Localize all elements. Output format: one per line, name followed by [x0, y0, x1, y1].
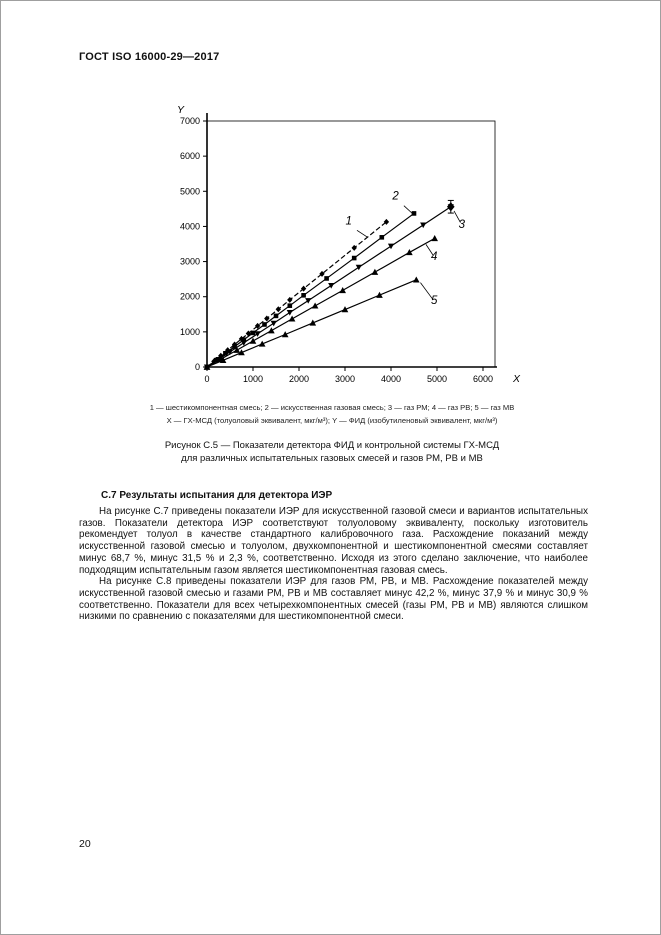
svg-text:6000: 6000	[179, 151, 200, 162]
svg-text:2000: 2000	[179, 291, 200, 302]
svg-text:0: 0	[204, 374, 210, 384]
svg-text:5000: 5000	[179, 186, 200, 197]
svg-text:4000: 4000	[380, 374, 402, 384]
svg-text:6000: 6000	[472, 374, 494, 384]
figure-axes-note: X — ГХ-МСД (толуоловый эквивалент, мкг/м³); Y — ФИД (изобутиленовый эквивалент, мкг/м³)	[166, 416, 498, 425]
figure-legend: 1 — шестикомпонентная смесь; 2 — искусственная газовая смесь; 3 — газ РМ; 4 — газ РВ; 5 — газ МВ	[149, 403, 515, 412]
svg-text:5000: 5000	[426, 374, 448, 384]
svg-text:2: 2	[392, 190, 399, 203]
svg-text:5: 5	[431, 295, 438, 308]
svg-text:4000: 4000	[179, 221, 200, 232]
svg-text:Y: Y	[177, 104, 185, 116]
svg-text:1000: 1000	[242, 374, 264, 384]
page-header: ГОСТ ISO 16000-29—2017	[79, 51, 220, 63]
section-c7	[79, 490, 588, 623]
figure-caption-line1: Рисунок С.5 — Показатели детектора ФИД и контрольной системы ГХ-МСД	[164, 440, 500, 451]
svg-text:3: 3	[458, 218, 466, 231]
svg-text:4: 4	[431, 251, 438, 264]
paragraph-1: На рисунке С.7 приведены показатели ИЭР для искусственной газовой смеси и вариантов испытательных газов. Показатели детектора ИЭР соответствуют толуоловому эквиваленту, поскольку изготовитель рекомендует толуол в качестве стандартного калибровочного газа. Расхождение показаний между искусственной газовой смесью и толуолом, двухкомпонентной и шестикомпонентной смесями составляет минус 68,7 %, минус 31,5 % и 2,3 %, соответственно. Исходя из этого сделано заключение, что наиболее подходящим испытательным газом является шестикомпонентная газовая смесь.	[79, 506, 588, 576]
svg-text:X: X	[513, 373, 521, 385]
section-heading: С.7 Результаты испытания для детектора ИЭР	[101, 490, 333, 501]
svg-text:2000: 2000	[288, 374, 310, 384]
svg-text:1: 1	[345, 215, 352, 228]
svg-text:1000: 1000	[179, 326, 200, 337]
figure-caption-block	[77, 401, 587, 465]
page-number: 20	[79, 838, 91, 850]
svg-text:0: 0	[194, 362, 200, 372]
svg-text:3000: 3000	[179, 256, 200, 267]
figure-c5	[161, 97, 523, 390]
figure-caption-line2: для различных испытательных газовых смесей и газов РМ, РВ и МВ	[181, 453, 483, 464]
svg-text:7000: 7000	[179, 116, 200, 126]
paragraph-2: На рисунке С.8 приведены показатели ИЭР для газов РМ, РВ, и МВ. Расхождение показателей между искусственной газовой смесью и газами РМ, РВ и МВ составляет минус 42,2 %, минус 37,9 % и минус 30,9 % соответственно. Показатели для всех четырехкомпонентных смесей (газы РМ, РВ и МВ) являются слишком низкими по сравнению с показателями для шестикомпонентной смеси.	[79, 576, 588, 623]
figure-c5-chart	[161, 97, 523, 385]
svg-text:3000: 3000	[334, 374, 356, 384]
